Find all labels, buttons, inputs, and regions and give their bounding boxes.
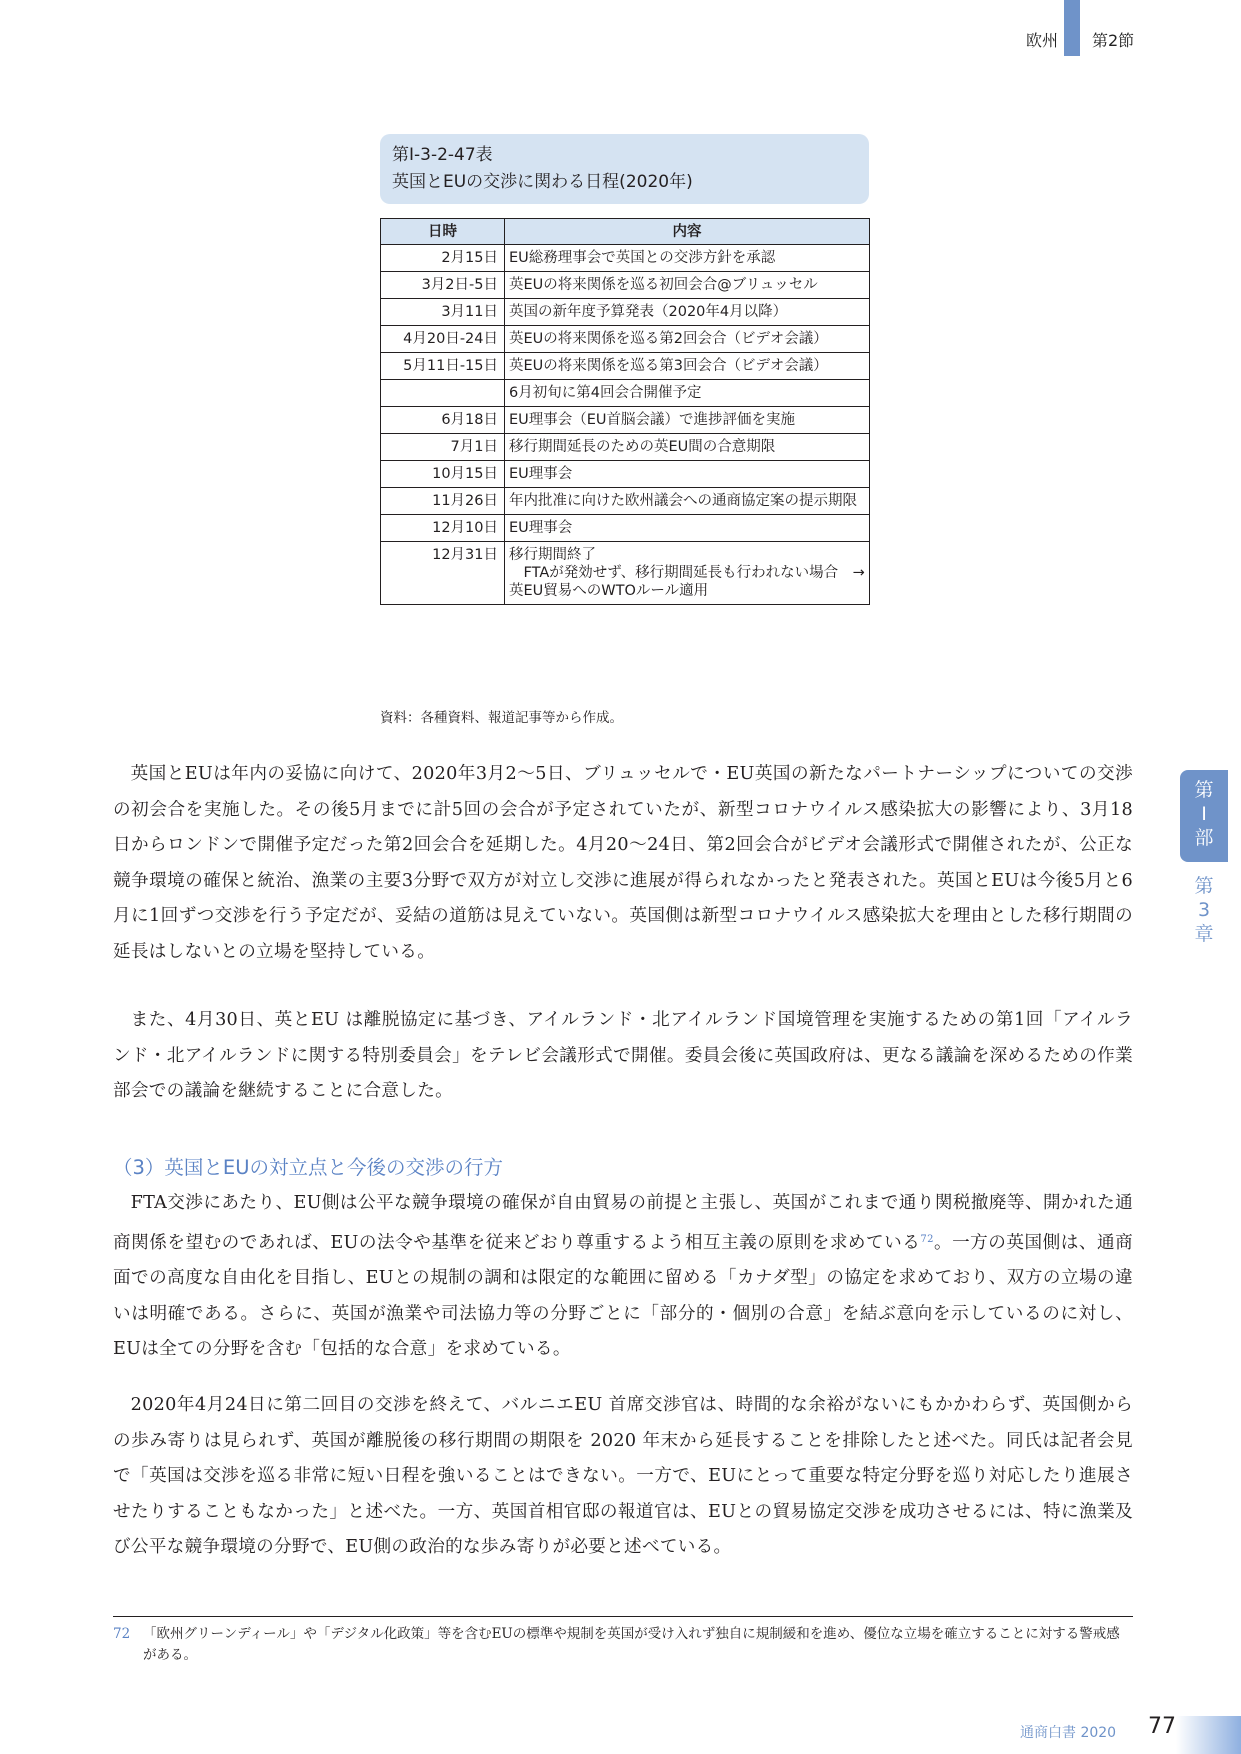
table-row [381,380,870,407]
row-content: 英EUの将来関係を巡る初回会合@ブリュッセル [505,272,870,299]
body-paragraph-4: 2020年4月24日に第二回目の交渉を終えて、バルニエEU 首席交渉官は、時間的な余裕がないにもかかわらず、英国側からの歩み寄りは見られず、英国が離脱後の移行期間の期限を 2020 年末から延長することを排除したと述べた。同氏は記者会見で「英国は交渉を巡る非常に短い日程を強いることはできない。一方で、EUにとって重要な特定分野を巡り対応したり進展させたりすることもなかった」と述べた。一方、英国首相官邸の報道官は、EUとの貿易協定交渉を成功させるには、特に漁業及び公平な競争環境の分野で、EU側の政治的な歩み寄りが必要と述べている。 [113,1395,1133,1557]
row-content: 6月初旬に第4回会合開催予定 [505,380,870,407]
row-date: 3月2日-5日 [381,272,505,299]
paragraph-3-part-b: 。一方の英国側は、通商面での高度な自由化を目指し、EUとの規制の調和は限定的な範囲に留める「カナダ型」の協定を求めており、双方の立場の違いは明確である。さらに、英国が漁業や司法協力等の分野ごとに「部分的・個別の合意」を結ぶ意向を示しているのに対し、EUは全ての分野を含む「包括的な合意」を求めている。 [113,1232,1133,1359]
row-content: 年内批准に向けた欧州議会への通商協定案の提示期限 [505,488,870,515]
table-row [381,245,870,272]
row-content: EU総務理事会で英国との交渉方針を承認 [505,245,870,272]
row-date: 7月1日 [381,434,505,461]
part-tab-char: 部 [1194,827,1214,849]
table-source-note: 資料：各種資料、報道記事等から作成。 [380,710,623,726]
row-content: 英EUの将来関係を巡る第2回会合（ビデオ会議） [505,326,870,353]
footnote-number: 72 [113,1626,131,1642]
section-heading: （3）英国とEUの対立点と今後の交渉の行方 [113,1156,504,1179]
table-header-row [381,219,870,245]
table-row [381,299,870,326]
row-date: 4月20日-24日 [381,326,505,353]
footnote-divider [113,1616,1133,1617]
row-content: 移行期間延長のための英EU間の合意期限 [505,434,870,461]
table-row [381,272,870,299]
row-date: 12月31日 [381,542,505,605]
row-content: EU理事会（EU首脳会議）で進捗評価を実施 [505,407,870,434]
body-paragraph-2: また、4月30日、英とEU は離脱協定に基づき、アイルランド・北アイルランド国境管理を実施するための第1回「アイルランド・北アイルランドに関する特別委員会」をテレビ会議形式で開催。委員会後に英国政府は、更なる議論を深めるための作業部会での議論を継続することに合意した。 [113,1010,1133,1101]
row-content: 移行期間終了 FTAが発効せず、移行期間延長も行われない場合 → 英EU貿易へのWTOルール適用 [505,542,870,605]
header-accent-bar [1064,0,1080,56]
paragraph-3-part-a: FTA交渉にあたり、EU側は公平な競争環境の確保が自由貿易の前提と主張し、英国がこれまで通り関税撤廃等、開かれた通商関係を望むのであれば、EUの法令や基準を従来どおり尊重するよう相互主義の原則を求めている [113,1193,1133,1253]
footnote [113,1624,1133,1666]
column-header-content: 内容 [505,219,870,245]
header-chapter-section: 第2節 [1092,31,1135,50]
row-date: 6月18日 [381,407,505,434]
footnote-reference[interactable]: 72 [920,1233,934,1245]
table-row [381,434,870,461]
table-title: 英国とEUの交渉に関わる日程(2020年) [392,172,693,192]
table-row [381,353,870,380]
part-tab [1180,770,1228,862]
body-paragraph-1: 英国とEUは年内の妥協に向けて、2020年3月2～5日、ブリュッセルで・EU英国の新たなパートナーシップについての交渉の初会合を実施した。その後5月までに計5回の会合が予定されていたが、新型コロナウイルス感染拡大の影響により、3月18日からロンドンで開催予定だった第2回会合を延期した。4月20～24日、第2回会合がビデオ会議形式で開催されたが、公正な競争環境の確保と統治、漁業の主要3分野で双方が対立し交渉に進展が得られなかったと発表された。英国とEUは今後5月と6月に1回ずつ交渉を行う予定だが、妥結の道筋は見えていない。英国側は新型コロナウイルス感染拡大を理由とした移行期間の延長はしないとの立場を堅持している。 [113,764,1133,962]
table-row [381,542,870,605]
row-date: 3月11日 [381,299,505,326]
chapter-tab-char: 章 [1194,923,1214,945]
footer-gradient-bar [1176,1716,1241,1754]
header-section-label: 欧州 [1025,31,1058,50]
part-tab-char: 第 [1194,779,1214,801]
chapter-tab [1180,874,1228,946]
schedule-table [380,218,870,605]
table-row [381,515,870,542]
chapter-tab-char: 第 [1194,875,1214,897]
table-number: 第Ⅰ-3-2-47表 [392,145,493,165]
table-row [381,461,870,488]
row-date [381,380,505,407]
table-row [381,326,870,353]
page-number: 77 [1148,1714,1176,1739]
column-header-date: 日時 [381,219,505,245]
row-content: 英国の新年度予算発表（2020年4月以降） [505,299,870,326]
table-row [381,488,870,515]
footnote-text: 「欧州グリーンディール」や「デジタル化政策」等を含むEUの標準や規制を英国が受け入れず独自に規制緩和を進め、優位な立場を確立することに対する警戒感がある。 [143,1626,1120,1663]
row-content: EU理事会 [505,515,870,542]
part-tab-char: Ⅰ [1201,803,1207,825]
table-row [381,407,870,434]
row-content: EU理事会 [505,461,870,488]
row-date: 5月11日-15日 [381,353,505,380]
row-content: 英EUの将来関係を巡る第3回会合（ビデオ会議） [505,353,870,380]
row-date: 10月15日 [381,461,505,488]
row-date: 2月15日 [381,245,505,272]
chapter-tab-char: 3 [1197,899,1211,921]
row-date: 12月10日 [381,515,505,542]
footer-publication: 通商白書 2020 [1020,1725,1117,1741]
table-caption [380,134,869,204]
body-paragraph-3 [113,1186,1133,1368]
row-date: 11月26日 [381,488,505,515]
